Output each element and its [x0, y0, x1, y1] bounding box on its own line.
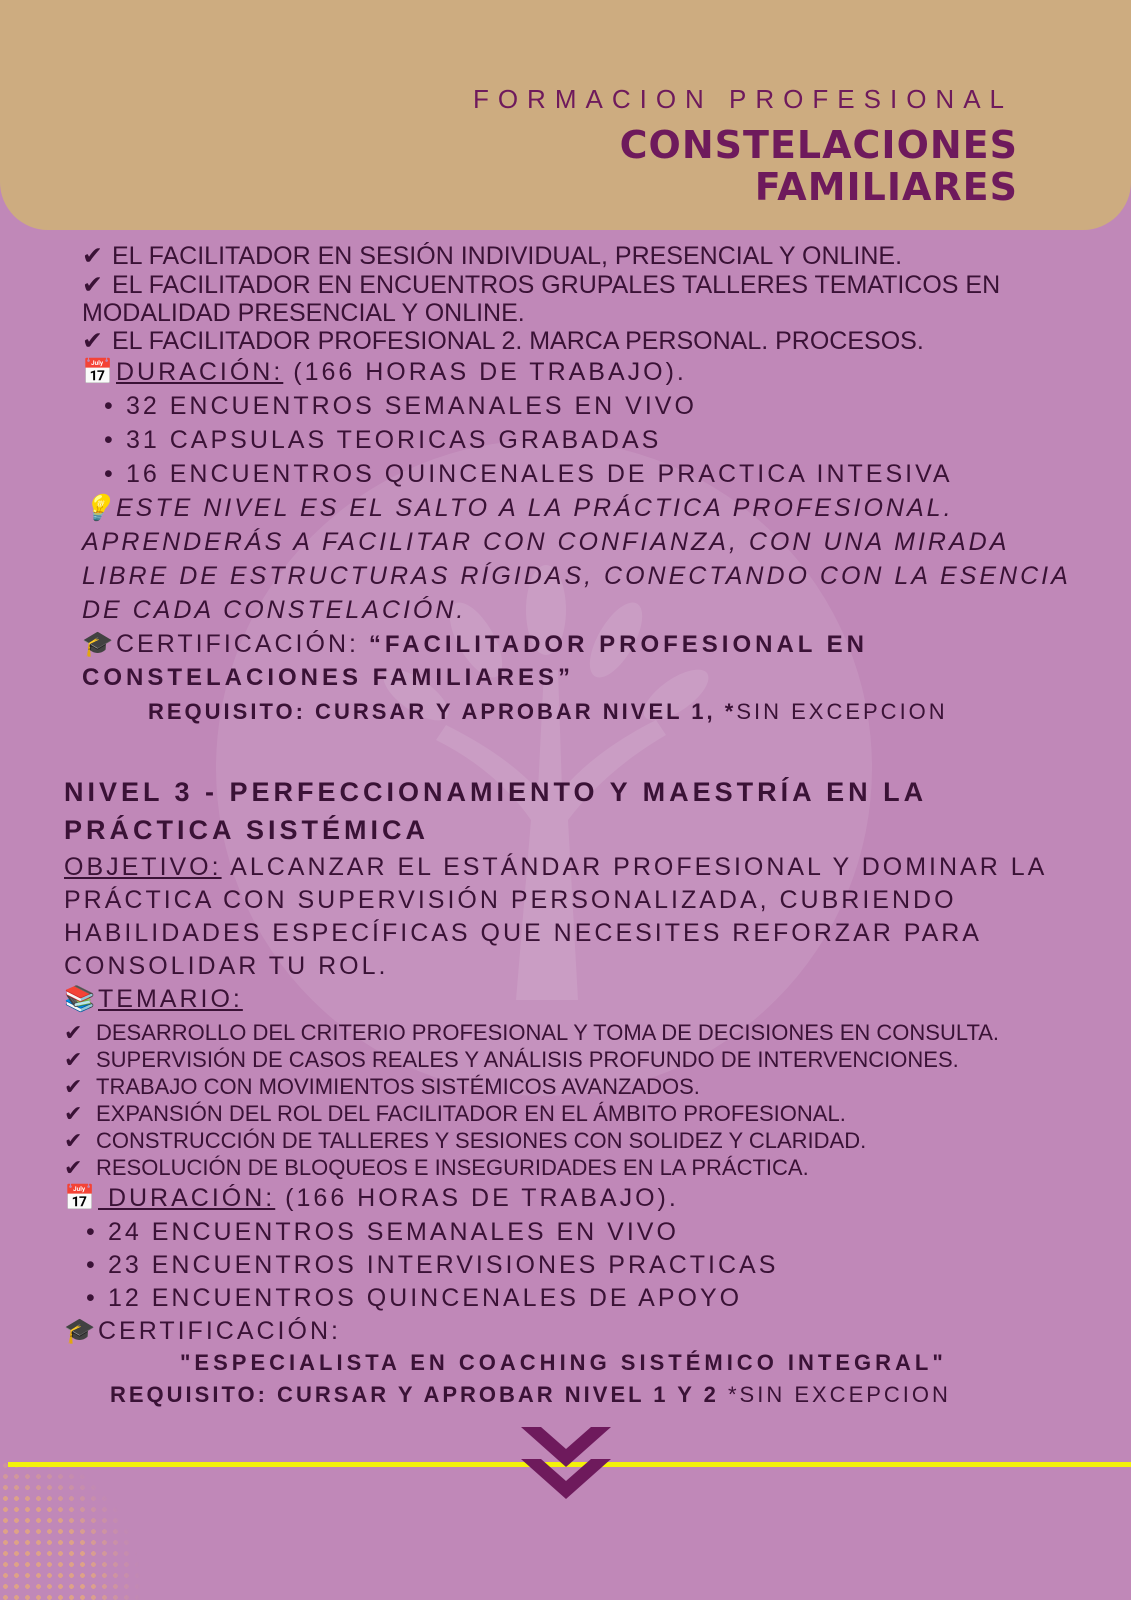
description-line: 💡ESTE NIVEL ES EL SALTO A LA PRÁCTICA PROFESIONAL. [82, 494, 954, 522]
graduation-cap-icon: 🎓 [82, 630, 117, 658]
list-item: • 32 ENCUENTROS SEMANALES EN VIVO [104, 392, 697, 420]
list-item: • 12 ENCUENTROS QUINCENALES DE APOYO [86, 1284, 743, 1312]
certificacion-title: "ESPECIALISTA EN COACHING SISTÉMICO INTEGRAL" [180, 1350, 947, 1375]
temario-item: ✔ EXPANSIÓN DEL ROL DEL FACILITADOR EN EL ÁMBITO PROFESIONAL. [64, 1101, 846, 1126]
temario-item: ✔ TRABAJO CON MOVIMIENTOS SISTÉMICOS AVANZADOS. [64, 1074, 700, 1099]
requisito-nivel2: REQUISITO: CURSAR Y APROBAR NIVEL 1, *SIN EXCEPCION [148, 699, 948, 724]
lightbulb-icon: 💡 [82, 494, 117, 522]
objetivo: OBJETIVO: ALCANZAR EL ESTÁNDAR PROFESIONAL Y DOMINAR LA [64, 853, 1048, 881]
decorative-dots [0, 1460, 150, 1600]
duracion-nivel3: 📅 DURACIÓN: (166 HORAS DE TRABAJO). [64, 1184, 679, 1212]
checkmark-icon: ✔ [82, 271, 103, 299]
calendar-icon: 📅 [82, 358, 117, 386]
list-item: • 16 ENCUENTROS QUINCENALES DE PRACTICA INTESIVA [104, 460, 953, 488]
certificacion-title: CONSTELACIONES FAMILIARES” [82, 664, 575, 691]
list-item: ✔ EL FACILITADOR EN SESIÓN INDIVIDUAL, PRESENCIAL Y ONLINE. [82, 242, 903, 270]
objetivo-line: PRÁCTICA CON SUPERVISIÓN PERSONALIZADA, CUBRIENDO [64, 886, 957, 914]
calendar-icon: 📅 [64, 1184, 99, 1212]
list-item: ✔ EL FACILITADOR PROFESIONAL 2. MARCA PERSONAL. PROCESOS. [82, 327, 924, 355]
list-item-continued: MODALIDAD PRESENCIAL Y ONLINE. [82, 299, 525, 327]
list-item: ✔ EL FACILITADOR EN ENCUENTROS GRUPALES TALLERES TEMATICOS EN [82, 271, 1001, 299]
checkmark-icon: ✔ [82, 327, 103, 355]
checkmark-icon: ✔ [64, 1128, 83, 1153]
temario-heading: 📚TEMARIO: [64, 985, 243, 1013]
objetivo-line: HABILIDADES ESPECÍFICAS QUE NECESITES REFORZAR PARA [64, 919, 982, 947]
checkmark-icon: ✔ [64, 1155, 83, 1180]
list-item: • 23 ENCUENTROS INTERVISIONES PRACTICAS [86, 1251, 779, 1279]
checkmark-icon: ✔ [64, 1047, 83, 1072]
graduation-cap-icon: 🎓 [64, 1317, 99, 1345]
certificacion-nivel3: 🎓CERTIFICACIÓN: [64, 1317, 341, 1345]
nivel3-heading: NIVEL 3 - PERFECCIONAMIENTO Y MAESTRÍA EN LA [64, 777, 928, 807]
title-line-1: CONSTELACIONES [619, 123, 1018, 167]
title-line-2: FAMILIARES [754, 165, 1018, 209]
header-kicker: FORMACION PROFESIONAL [472, 84, 1013, 114]
temario-item: ✔ RESOLUCIÓN DE BLOQUEOS E INSEGURIDADES EN LA PRÁCTICA. [64, 1155, 809, 1180]
description-line: APRENDERÁS A FACILITAR CON CONFIANZA, CON UNA MIRADA [82, 528, 1010, 556]
temario-item: ✔ CONSTRUCCIÓN DE TALLERES Y SESIONES CON SOLIDEZ Y CLARIDAD. [64, 1128, 867, 1153]
double-chevron-down-icon [521, 1425, 611, 1501]
requisito-nivel3: REQUISITO: CURSAR Y APROBAR NIVEL 1 Y 2 *SIN EXCEPCION [110, 1382, 951, 1407]
checkmark-icon: ✔ [64, 1101, 83, 1126]
description-line: DE CADA CONSTELACIÓN. [82, 596, 467, 624]
duracion-nivel2: 📅DURACIÓN: (166 HORAS DE TRABAJO). [82, 358, 687, 386]
objetivo-line: CONSOLIDAR TU ROL. [64, 952, 389, 980]
temario-item: ✔ SUPERVISIÓN DE CASOS REALES Y ANÁLISIS PROFUNDO DE INTERVENCIONES. [64, 1047, 959, 1072]
checkmark-icon: ✔ [64, 1020, 83, 1045]
list-item: • 31 CAPSULAS TEORICAS GRABADAS [104, 426, 662, 454]
checkmark-icon: ✔ [82, 242, 103, 270]
books-icon: 📚 [64, 985, 99, 1013]
certificacion-nivel2: 🎓CERTIFICACIÓN: “FACILITADOR PROFESIONAL EN [82, 630, 869, 658]
checkmark-icon: ✔ [64, 1074, 83, 1099]
nivel3-heading-continued: PRÁCTICA SISTÉMICA [64, 815, 430, 845]
description-line: LIBRE DE ESTRUCTURAS RÍGIDAS, CONECTANDO CON LA ESENCIA [82, 562, 1071, 590]
list-item: • 24 ENCUENTROS SEMANALES EN VIVO [86, 1218, 679, 1246]
temario-item: ✔ DESARROLLO DEL CRITERIO PROFESIONAL Y TOMA DE DECISIONES EN CONSULTA. [64, 1020, 1000, 1045]
